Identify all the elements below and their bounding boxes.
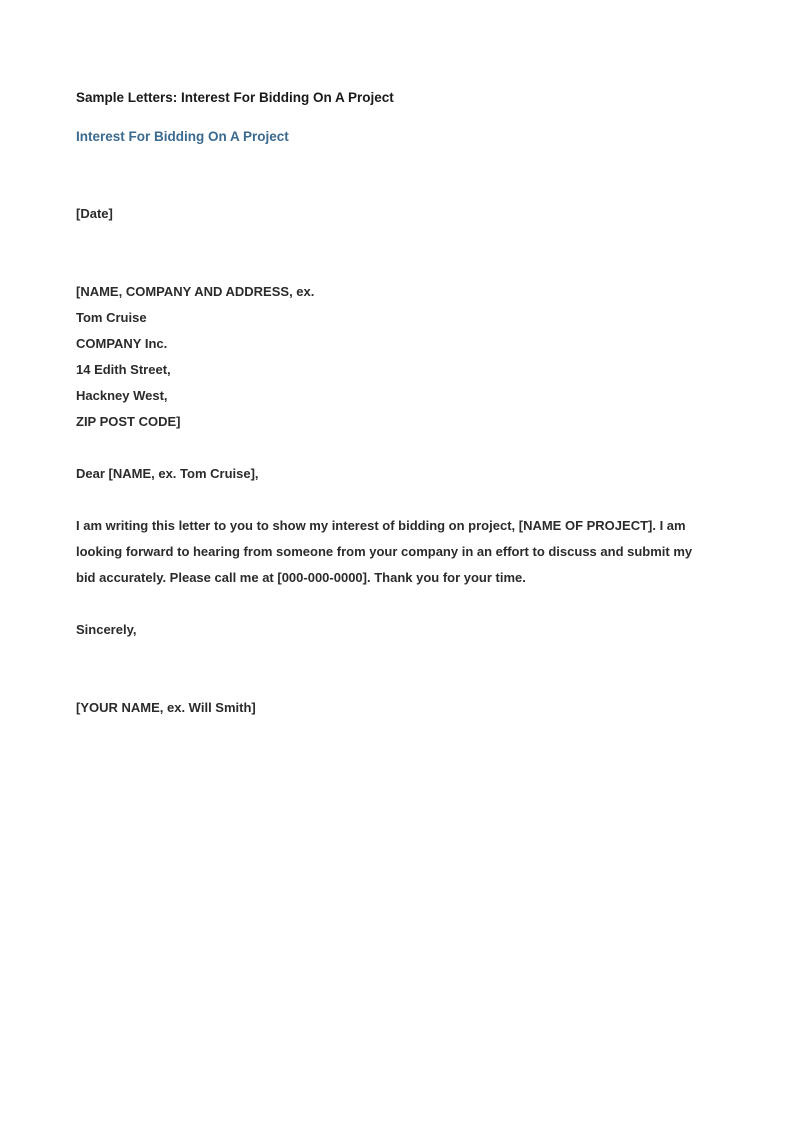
recipient-company: COMPANY Inc. [76,336,168,351]
document-title: Sample Letters: Interest For Bidding On A Project [76,90,394,105]
closing: Sincerely, [76,622,137,637]
salutation: Dear [NAME, ex. Tom Cruise], [76,466,259,481]
date-placeholder: [Date] [76,206,113,221]
recipient-name: Tom Cruise [76,310,147,325]
recipient-street: 14 Edith Street, [76,362,171,377]
recipient-intro: [NAME, COMPANY AND ADDRESS, ex. [76,284,315,299]
letter-body: I am writing this letter to you to show my interest of bidding on project, [NAME OF PROJECT]. I am looking forward to hearing from someone from your company in an effort to discuss and submit my bid accurately. Please call me at [000-000-0000]. Thank you for your time. [76,518,693,585]
recipient-city: Hackney West, [76,388,168,403]
recipient-zip: ZIP POST CODE] [76,414,181,429]
signature-placeholder: [YOUR NAME, ex. Will Smith] [76,700,256,715]
document-subtitle: Interest For Bidding On A Project [76,129,289,144]
